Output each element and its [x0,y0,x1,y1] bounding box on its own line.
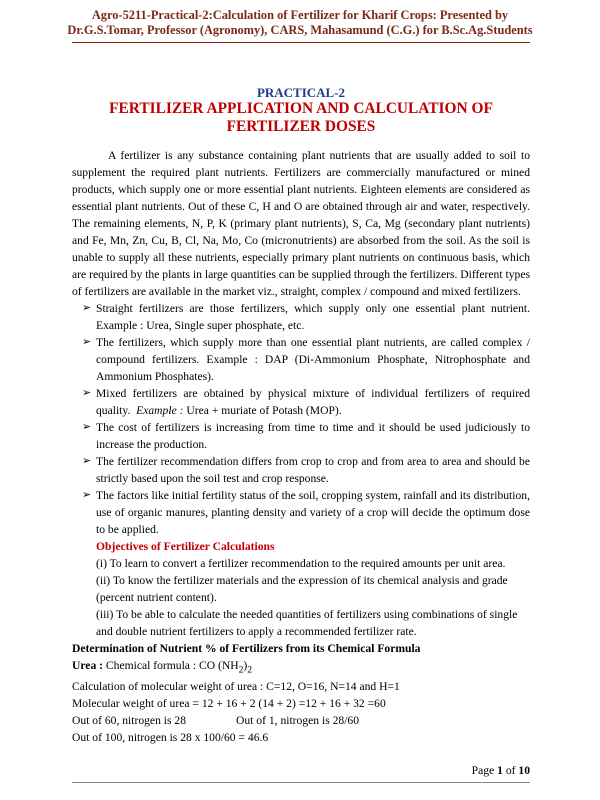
page-footer [72,764,530,777]
bullet-item [72,487,530,538]
objectives-heading: Objectives of Fertilizer Calculations [96,540,275,553]
formula-close: ) [243,659,248,672]
calculation-line: Calculation of molecular weight of urea : C=12, O=16, N=14 and H=1 [72,680,400,694]
title-line-2: FERTILIZER DOSES [226,118,376,135]
bullet-item [72,334,530,385]
practical-label: PRACTICAL-2 [256,85,346,100]
calc-part: Out of 1, nitrogen is 28/60 [236,714,360,728]
page-number: 1 [497,764,503,777]
arrow-bullet-icon: ➢ [82,387,92,399]
determination-heading: Determination of Nutrient % of Fertilizers from its Chemical Formula [72,642,421,655]
footer-divider [72,782,530,783]
arrow-bullet-icon: ➢ [82,302,92,314]
calculation-line: Out of 100, nitrogen is 28 x 100/60 = 46.6 [72,731,269,745]
header-divider [72,42,530,43]
bullet-text: Straight fertilizers are those fertilizers, which supply only one essential plant nutrient. Example : Urea, Single super phosphate, etc. [96,302,530,332]
bullet-item [72,453,530,487]
bullet-text: The factors like initial fertility status of the soil, cropping system, rainfall and its distribution, use of organic manures, planting density and variety of a crop will decide the optimum dose to be applied. [96,489,530,536]
objective-item: (iii) To be able to calculate the needed quantities of fertilizers using combinations of single and double nutrient fertilizers to apply a recommended fertilizer rate. [96,608,518,638]
arrow-bullet-icon: ➢ [82,455,92,467]
page-total: 10 [518,764,530,777]
header-line-1: Agro-5211-Practical-2:Calculation of Fertilizer for Kharif Crops: Presented by [91,8,509,22]
page-content [72,147,530,746]
urea-label: Urea : [72,659,104,672]
arrow-bullet-icon: ➢ [82,489,92,501]
document-header [20,8,580,38]
arrow-bullet-icon: ➢ [82,336,92,348]
example-text: Urea + muriate of Potash (MOP). [186,404,342,417]
bullet-text: The fertilizers, which supply more than one essential plant nutrients, are called complex / compound fertilizers. Example : DAP (Di-Ammonium Phosphate, Nitrophosphate and Ammonium Phosphates). [96,336,530,383]
bullet-text: The cost of fertilizers is increasing from time to time and it should be used judiciously to increase the production. [96,421,530,451]
of-word: of [505,764,516,777]
page-word: Page [471,764,495,777]
example-label: Example : [136,404,184,417]
urea-formula-line [72,657,530,678]
calculation-line [72,712,530,729]
bullet-item [72,385,530,419]
calc-part: Out of 60, nitrogen is 28 [72,714,186,728]
header-line-2: Dr.G.S.Tomar, Professor (Agronomy), CARS, Mahasamund (C.G.) for B.Sc.Ag.Students [67,23,533,37]
bullet-item [72,300,530,334]
arrow-bullet-icon: ➢ [82,421,92,433]
bullet-text: The fertilizer recommendation differs from crop to crop and from area to area and should be strictly based upon the soil test and crop response. [96,455,530,485]
calculation-line: Molecular weight of urea = 12 + 16 + 2 (14 + 2) =12 + 16 + 32 =60 [72,697,386,711]
urea-formula-prefix: Chemical formula : CO (NH [105,659,239,672]
bullet-text: Mixed fertilizers are obtained by physical mixture of individual fertilizers of required quality. [96,387,530,417]
title-line-1: FERTILIZER APPLICATION AND CALCULATION OF [109,100,493,117]
bullet-item [72,419,530,453]
objective-item: (ii) To know the fertilizer materials and the expression of its chemical analysis and grade (percent nutrient content). [96,574,508,604]
objective-item: (i) To learn to convert a fertilizer recommendation to the required amounts per unit area. [96,557,506,570]
title-block [72,85,530,136]
intro-paragraph: A fertilizer is any substance containing plant nutrients that are usually added to soil to supplement the required plant nutrients. Fertilizers are commercially manufactured or mined products, which supply one or more essential plant nutrients. Eighteen elements are considered as essential plant nutrients. Out of these C, H and O are obtained through air and water, respectively. The remaining elements, N, P, K (primary plant nutrients), S, Ca, Mg (secondary plant nutrients) and Fe, Mn, Zn, Cu, B, Cl, Na, Mo, Co (micronutrients) are absorbed from the soil. As the soil is unable to supply all these nutrients, especially primary plant nutrients on continuous basis, which are required by the plants in large quantities can be supplied through the fertilizers. Different types of fertilizers are available in the market viz., straight, complex / compound and mixed fertilizers. [72,149,530,298]
formula-subscript: 2 [238,664,244,676]
formula-subscript: 2 [247,664,253,676]
bullet-list [72,300,530,538]
